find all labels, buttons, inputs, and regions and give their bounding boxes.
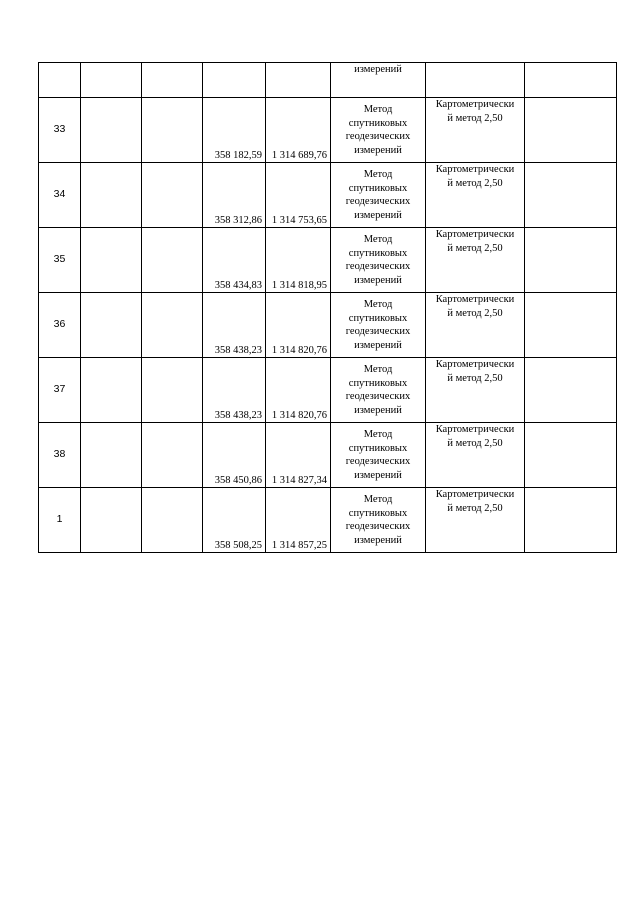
coord-x-cell: 358 182,59 (203, 98, 266, 163)
method-line: Метод (363, 299, 393, 310)
coord-y-cell: 1 314 689,76 (266, 98, 331, 163)
cell-empty (525, 63, 617, 98)
accuracy-cell (426, 423, 525, 488)
table-row (39, 163, 617, 228)
method-line: измерений (354, 339, 402, 351)
method-line: геодезических (345, 131, 411, 142)
point-number-cell: 33 (39, 98, 81, 163)
method-line: измерений (354, 144, 402, 156)
method-line: спутниковых (348, 377, 408, 389)
coord-x-cell: 358 450,86 (203, 423, 266, 488)
cell-empty (81, 63, 142, 98)
cell-empty (81, 228, 142, 293)
cell-empty (525, 423, 617, 488)
method-line: геодезических (345, 326, 411, 337)
cell-empty (142, 293, 203, 358)
accuracy-line: Картометрически (435, 294, 515, 305)
point-number-cell: 35 (39, 228, 81, 293)
method-line: геодезических (345, 521, 411, 532)
accuracy-cell (426, 228, 525, 293)
cell-empty (525, 228, 617, 293)
method-line: Метод (363, 429, 393, 440)
table-row (39, 488, 617, 553)
accuracy-cell (426, 163, 525, 228)
accuracy-cell (426, 293, 525, 358)
cell-empty (142, 423, 203, 488)
cell-empty (81, 423, 142, 488)
method-line: измерений (354, 209, 402, 221)
method-continuation-cell: измерений (331, 63, 426, 98)
coord-y-cell: 1 314 820,76 (266, 358, 331, 423)
method-line: геодезических (345, 391, 411, 402)
accuracy-line: Картометрически (435, 489, 515, 500)
cell-empty (81, 163, 142, 228)
point-number-cell: 38 (39, 423, 81, 488)
method-line: спутниковых (348, 117, 408, 129)
cell-empty (142, 163, 203, 228)
cell-empty (426, 63, 525, 98)
method-line: спутниковых (348, 507, 408, 519)
accuracy-line: й метод 2,50 (447, 177, 503, 189)
table-row (39, 98, 617, 163)
coord-x-cell: 358 438,23 (203, 358, 266, 423)
cell-empty (525, 163, 617, 228)
cell-empty (525, 98, 617, 163)
method-cell (331, 163, 426, 228)
coord-y-cell: 1 314 820,76 (266, 293, 331, 358)
cell-empty (525, 358, 617, 423)
method-line: измерений (354, 469, 402, 481)
table-row (39, 423, 617, 488)
cell-empty (142, 228, 203, 293)
method-line: геодезических (345, 196, 411, 207)
method-line: измерений (354, 274, 402, 286)
method-cell (331, 228, 426, 293)
accuracy-line: Картометрически (435, 164, 515, 175)
method-line: Метод (363, 234, 393, 245)
cell-empty (81, 293, 142, 358)
method-line: геодезических (345, 261, 411, 272)
table-body (39, 63, 617, 553)
cell-empty (142, 488, 203, 553)
point-number-cell: 37 (39, 358, 81, 423)
method-line: Метод (363, 364, 393, 375)
method-cell (331, 98, 426, 163)
cell-empty (142, 98, 203, 163)
method-cell (331, 293, 426, 358)
method-line: Метод (363, 494, 393, 505)
method-line: Метод (363, 169, 393, 180)
cell-empty (39, 63, 81, 98)
accuracy-line: й метод 2,50 (447, 502, 503, 514)
method-line: спутниковых (348, 182, 408, 194)
accuracy-line: й метод 2,50 (447, 242, 503, 254)
accuracy-line: й метод 2,50 (447, 112, 503, 124)
coord-x-cell: 358 508,25 (203, 488, 266, 553)
coord-x-cell: 358 434,83 (203, 228, 266, 293)
accuracy-line: Картометрически (435, 229, 515, 240)
accuracy-cell (426, 98, 525, 163)
accuracy-line: й метод 2,50 (447, 307, 503, 319)
accuracy-line: Картометрически (435, 424, 515, 435)
cell-empty (203, 63, 266, 98)
method-line: Метод (363, 104, 393, 115)
cell-empty (266, 63, 331, 98)
cell-empty (525, 488, 617, 553)
cell-empty (525, 293, 617, 358)
method-line: измерений (354, 534, 402, 546)
accuracy-line: й метод 2,50 (447, 372, 503, 384)
point-number-cell: 36 (39, 293, 81, 358)
cell-empty (142, 358, 203, 423)
cell-empty (81, 358, 142, 423)
method-line: спутниковых (348, 312, 408, 324)
accuracy-line: й метод 2,50 (447, 437, 503, 449)
accuracy-line: Картометрически (435, 359, 515, 370)
cell-empty (142, 63, 203, 98)
method-line: спутниковых (348, 442, 408, 454)
table-row (39, 293, 617, 358)
coord-y-cell: 1 314 753,65 (266, 163, 331, 228)
coord-y-cell: 1 314 857,25 (266, 488, 331, 553)
method-cell (331, 358, 426, 423)
accuracy-cell (426, 488, 525, 553)
method-cell (331, 488, 426, 553)
cell-empty (81, 98, 142, 163)
method-cell (331, 423, 426, 488)
cell-empty (81, 488, 142, 553)
table-row (39, 228, 617, 293)
accuracy-cell (426, 358, 525, 423)
coord-y-cell: 1 314 827,34 (266, 423, 331, 488)
method-line: измерений (354, 404, 402, 416)
coord-x-cell: 358 438,23 (203, 293, 266, 358)
continuation-row (39, 63, 617, 98)
method-line: спутниковых (348, 247, 408, 259)
point-number-cell: 1 (39, 488, 81, 553)
method-line: геодезических (345, 456, 411, 467)
table-row (39, 358, 617, 423)
coordinates-table (38, 62, 617, 553)
point-number-cell: 34 (39, 163, 81, 228)
coord-y-cell: 1 314 818,95 (266, 228, 331, 293)
accuracy-line: Картометрически (435, 99, 515, 110)
coord-x-cell: 358 312,86 (203, 163, 266, 228)
